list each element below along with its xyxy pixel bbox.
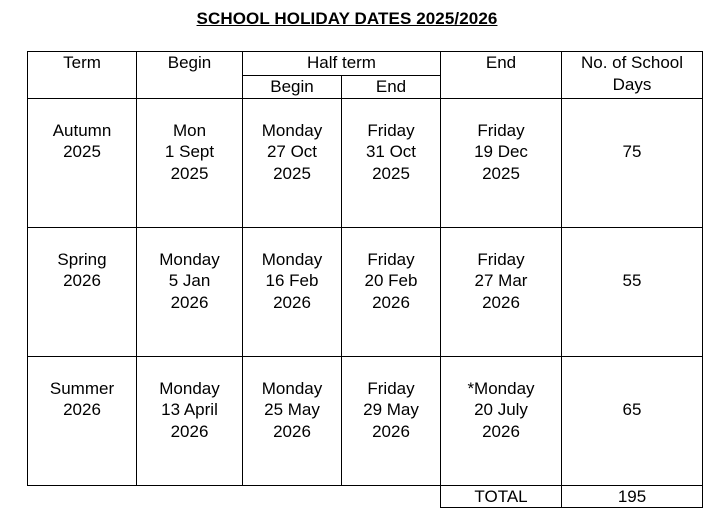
end-cell <box>441 227 562 356</box>
header-begin: Begin <box>137 52 243 99</box>
term-cell <box>28 356 137 485</box>
half-term-begin-day: Monday <box>261 249 323 269</box>
end-date: 19 Dec <box>474 142 528 161</box>
school-days-cell: 55 <box>562 227 703 356</box>
header-school-days-line1: No. of School <box>580 53 684 72</box>
term-cell <box>28 227 137 356</box>
begin-date: 13 April <box>161 400 218 419</box>
end-cell <box>441 98 562 227</box>
total-value: 195 <box>562 485 703 508</box>
total-label: TOTAL <box>441 485 562 508</box>
begin-day: Monday <box>159 249 220 269</box>
half-term-end-year: 2025 <box>372 163 410 183</box>
begin-day: Mon <box>172 120 207 140</box>
term-cell <box>28 98 137 227</box>
half-term-end-date: 31 Oct <box>365 142 417 161</box>
half-term-begin-day: Monday <box>261 378 323 398</box>
half-term-end-year: 2026 <box>372 292 410 312</box>
header-row <box>28 52 703 76</box>
end-year: 2025 <box>482 163 520 183</box>
half-term-begin-year: 2026 <box>273 292 311 312</box>
end-date: 20 July <box>474 400 528 419</box>
table-row <box>28 227 703 356</box>
begin-date: 1 Sept <box>164 142 215 161</box>
end-day: Friday <box>477 249 525 269</box>
begin-year: 2026 <box>170 421 209 441</box>
begin-year: 2026 <box>170 292 209 312</box>
half-term-begin-cell <box>243 98 342 227</box>
term-name: Spring <box>57 249 107 269</box>
half-term-end-cell <box>342 98 441 227</box>
half-term-end-day: Friday <box>367 249 415 269</box>
header-half-term-begin: Begin <box>243 76 342 99</box>
end-day: Friday <box>477 120 525 140</box>
term-name: Summer <box>49 378 115 398</box>
end-year: 2026 <box>482 421 520 441</box>
end-cell <box>441 356 562 485</box>
term-year: 2026 <box>63 400 101 419</box>
half-term-begin-date: 16 Feb <box>265 271 319 290</box>
table-row <box>28 356 703 485</box>
half-term-begin-date: 27 Oct <box>266 142 318 161</box>
begin-cell <box>137 98 243 227</box>
total-row <box>28 485 703 508</box>
term-year: 2025 <box>63 142 101 161</box>
header-half-term: Half term <box>243 52 441 76</box>
half-term-begin-date: 25 May <box>264 400 320 419</box>
half-term-end-day: Friday <box>367 120 415 140</box>
school-days-cell: 75 <box>562 98 703 227</box>
half-term-begin-day: Monday <box>261 120 323 140</box>
half-term-end-date: 29 May <box>363 400 419 419</box>
end-year: 2026 <box>482 292 520 312</box>
term-name: Autumn <box>52 120 112 140</box>
header-term: Term <box>28 52 137 99</box>
half-term-begin-cell <box>243 227 342 356</box>
header-end: End <box>441 52 562 99</box>
school-days-cell: 65 <box>562 356 703 485</box>
half-term-begin-year: 2025 <box>273 163 311 183</box>
half-term-end-cell <box>342 356 441 485</box>
end-day: *Monday <box>467 378 535 398</box>
header-school-days <box>562 52 703 99</box>
total-spacer <box>28 485 441 508</box>
begin-year: 2025 <box>170 163 209 183</box>
half-term-end-cell <box>342 227 441 356</box>
half-term-begin-year: 2026 <box>273 421 311 441</box>
table-row <box>28 98 703 227</box>
begin-cell <box>137 356 243 485</box>
holiday-dates-table <box>27 51 703 508</box>
begin-date: 5 Jan <box>168 271 211 290</box>
half-term-end-year: 2026 <box>372 421 410 441</box>
term-year: 2026 <box>63 271 101 290</box>
end-date: 27 Mar <box>474 271 528 290</box>
half-term-begin-cell <box>243 356 342 485</box>
page-title: SCHOOL HOLIDAY DATES 2025/2026 <box>196 9 498 28</box>
begin-cell <box>137 227 243 356</box>
header-school-days-line2: Days <box>612 74 652 94</box>
half-term-end-day: Friday <box>367 378 415 398</box>
half-term-end-date: 20 Feb <box>364 271 418 290</box>
header-half-term-end: End <box>342 76 441 99</box>
begin-day: Monday <box>159 378 220 398</box>
